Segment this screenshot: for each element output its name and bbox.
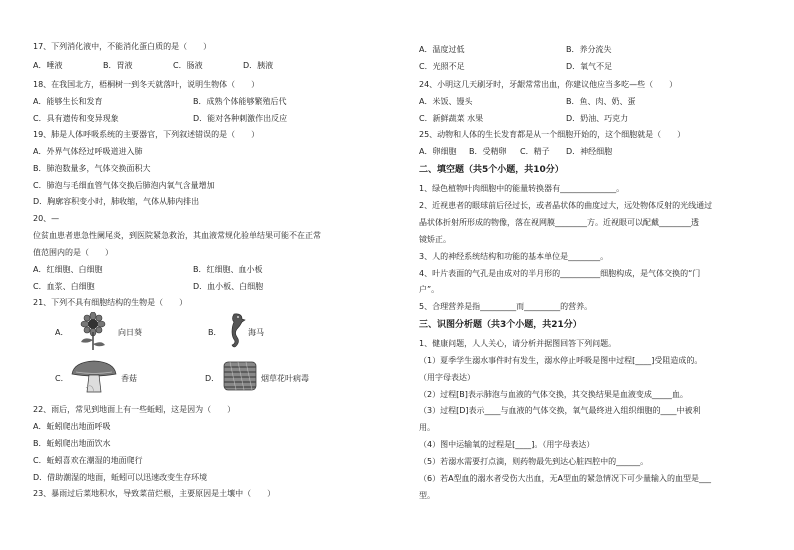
fill-blank-4-line2: 户”。 bbox=[419, 285, 440, 294]
q18-option-a: A．能够生长和发育 bbox=[33, 97, 103, 106]
q22-stem: 22、雨后，常见到地面上有一些蚯蚓，这是因为（ ） bbox=[33, 405, 236, 414]
q20-stem-line2: 值范围内的是（ ） bbox=[33, 248, 113, 257]
q20-number: 20、— bbox=[33, 214, 60, 223]
q23-option-a: A．温度过低 bbox=[419, 45, 465, 54]
q17-option-b: B．胃液 bbox=[103, 61, 133, 70]
q25-option-c: C．精子 bbox=[520, 147, 550, 156]
q23-option-b: B．养分流失 bbox=[566, 45, 612, 54]
fill-blank-5: 5、合理营养是指_________而_________的营养。 bbox=[419, 302, 593, 311]
q23-option-d: D．氧气不足 bbox=[566, 62, 613, 71]
analysis-intro: 1、健康问题，人人关心，请分析并据图回答下列问题。 bbox=[419, 339, 617, 348]
q22-option-b: B．蚯蚓爬出地面饮水 bbox=[33, 439, 111, 448]
analysis-q3-line1: （3）过程[D]表示____与血液的气体交换，氧气最终进入组织细胞的____中被利 bbox=[419, 406, 701, 415]
seahorse-image bbox=[228, 312, 246, 350]
q24-option-b: B．鱼、肉、奶、蛋 bbox=[566, 97, 636, 106]
analysis-q6-line1: （6）若A型血的溺水者受伤大出血，无A型血的紧急情况下可少量输入的血型是___ bbox=[419, 474, 712, 483]
q25-option-a: A．卵细胞 bbox=[419, 147, 457, 156]
q19-option-a: A．外界气体经过呼吸道进入肺 bbox=[33, 147, 143, 156]
q24-option-c: C．新鲜蔬菜 水果 bbox=[419, 114, 484, 123]
q24-option-a: A．米饭、馒头 bbox=[419, 97, 473, 106]
q24-stem: 24、小明这几天刷牙时，牙龈常常出血，你建议他应当多吃—些（ ） bbox=[419, 80, 678, 89]
q20-stem-line1: 位贫血患者患急性阑尾炎，到医院紧急救治，其血液常规化验单结果可能不在正常 bbox=[33, 231, 321, 240]
q20-option-a: A．红细胞、白细胞 bbox=[33, 265, 103, 274]
q21-stem: 21、下列不具有细胞结构的生物是（ ） bbox=[33, 298, 188, 307]
analysis-q1-line2: （用字母表达） bbox=[419, 373, 475, 382]
q17-option-a: A．唾液 bbox=[33, 61, 63, 70]
q19-option-c: C．肺泡与毛细血管气体交换后肺泡内氧气含量增加 bbox=[33, 181, 215, 190]
q21-option-b-letter: B． bbox=[208, 328, 222, 337]
q20-option-c: C．血浆、白细胞 bbox=[33, 282, 95, 291]
q21-option-c-letter: C． bbox=[55, 374, 69, 383]
fill-blank-2-line3: 镜矫正。 bbox=[419, 235, 451, 244]
q23-option-c: C．光照不足 bbox=[419, 62, 465, 71]
analysis-q2: （2）过程[B]表示肺泡与血液的气体交换，其交换结果是血液变成_____血。 bbox=[419, 390, 688, 399]
q25-option-b: B．受精卵 bbox=[469, 147, 507, 156]
q23-stem: 23、暴雨过后菜地积水，导致菜苗烂根，主要原因是土壤中（ ） bbox=[33, 489, 276, 498]
q21-option-c-label: 香菇 bbox=[121, 374, 137, 383]
q21-option-d-letter: D． bbox=[205, 374, 220, 383]
mushroom-image bbox=[68, 358, 120, 394]
sunflower-image bbox=[72, 312, 114, 350]
q21-option-b-label: 海马 bbox=[248, 328, 264, 337]
q22-option-d: D．借助潮湿的地面，蚯蚓可以迅速改变生存环境 bbox=[33, 473, 208, 482]
fill-blank-2-line1: 2、近视患者的眼球前后径过长，或者晶状体的曲度过大，远处物体反射的光线通过 bbox=[419, 201, 713, 210]
q19-option-d: D．胸廓容积变小时，肺收缩，气体从肺内排出 bbox=[33, 197, 200, 206]
q20-option-b: B．红细胞、血小板 bbox=[193, 265, 263, 274]
q21-option-a-label: 向日葵 bbox=[118, 328, 142, 337]
fill-blank-3: 3、人的神经系统结构和功能的基本单位是________。 bbox=[419, 252, 609, 261]
q19-option-b: B．肺泡数量多，气体交换面积大 bbox=[33, 164, 151, 173]
q17-stem: 17、下列消化液中，不能消化蛋白质的是（ ） bbox=[33, 42, 212, 51]
q17-option-c: C．肠液 bbox=[173, 61, 203, 70]
q18-option-b: B．成熟个体能够繁殖后代 bbox=[193, 97, 287, 106]
q21-option-d-label: 烟草花叶病毒 bbox=[261, 374, 309, 383]
q19-stem: 19、肺是人体呼吸系统的主要器官，下列叙述错误的是（ ） bbox=[33, 130, 260, 139]
q18-stem: 18、在我国北方，梧桐树一到冬天就落叶，说明生物体（ ） bbox=[33, 80, 260, 89]
q21-option-a-letter: A． bbox=[55, 328, 69, 337]
q25-stem: 25、动物和人体的生长发育都是从一个细胞开始的，这个细胞就是（ ） bbox=[419, 130, 686, 139]
q22-option-c: C．蚯蚓喜欢在潮湿的地面爬行 bbox=[33, 456, 143, 465]
tobacco-mosaic-virus-image bbox=[222, 360, 258, 392]
analysis-q1-line1: （1）夏季学生溺水事件时有发生，溺水停止呼吸是图中过程[____]受阻造成的。 bbox=[419, 356, 703, 365]
q17-option-d: D．胰液 bbox=[243, 61, 274, 70]
q18-option-c: C．具有遗传和变异现象 bbox=[33, 114, 119, 123]
fill-blank-1: 1、绿色植物叶肉细胞中的能量转换器有______________。 bbox=[419, 184, 625, 193]
section-2-heading: 二、填空题（共5个小题，共10分） bbox=[419, 165, 564, 175]
analysis-q5: （5）若溺水需要打点滴，则药物最先到达心脏四腔中的______。 bbox=[419, 457, 649, 466]
q18-option-d: D．能对各种刺激作出反应 bbox=[193, 114, 288, 123]
analysis-q4: （4）图中运输氧的过程是[____]。（用字母表达） bbox=[419, 440, 595, 449]
q25-option-d: D．神经细胞 bbox=[566, 147, 613, 156]
analysis-q3-line2: 用。 bbox=[419, 423, 435, 432]
section-3-heading: 三、识图分析题（共3个小题，共21分） bbox=[419, 320, 582, 330]
q24-option-d: D．奶油、巧克力 bbox=[566, 114, 629, 123]
fill-blank-2-line2: 晶状体折射所形成的物像，落在视网膜________方。近视眼可以配戴________透 bbox=[419, 218, 699, 227]
fill-blank-4-line1: 4、叶片表面的气孔是由成对的半月形的__________细胞构成，是气体交换的“门 bbox=[419, 269, 701, 278]
q20-option-d: D．血小板、白细胞 bbox=[193, 282, 264, 291]
analysis-q6-line2: 型。 bbox=[419, 491, 435, 500]
q22-option-a: A．蚯蚓爬出地面呼吸 bbox=[33, 422, 111, 431]
